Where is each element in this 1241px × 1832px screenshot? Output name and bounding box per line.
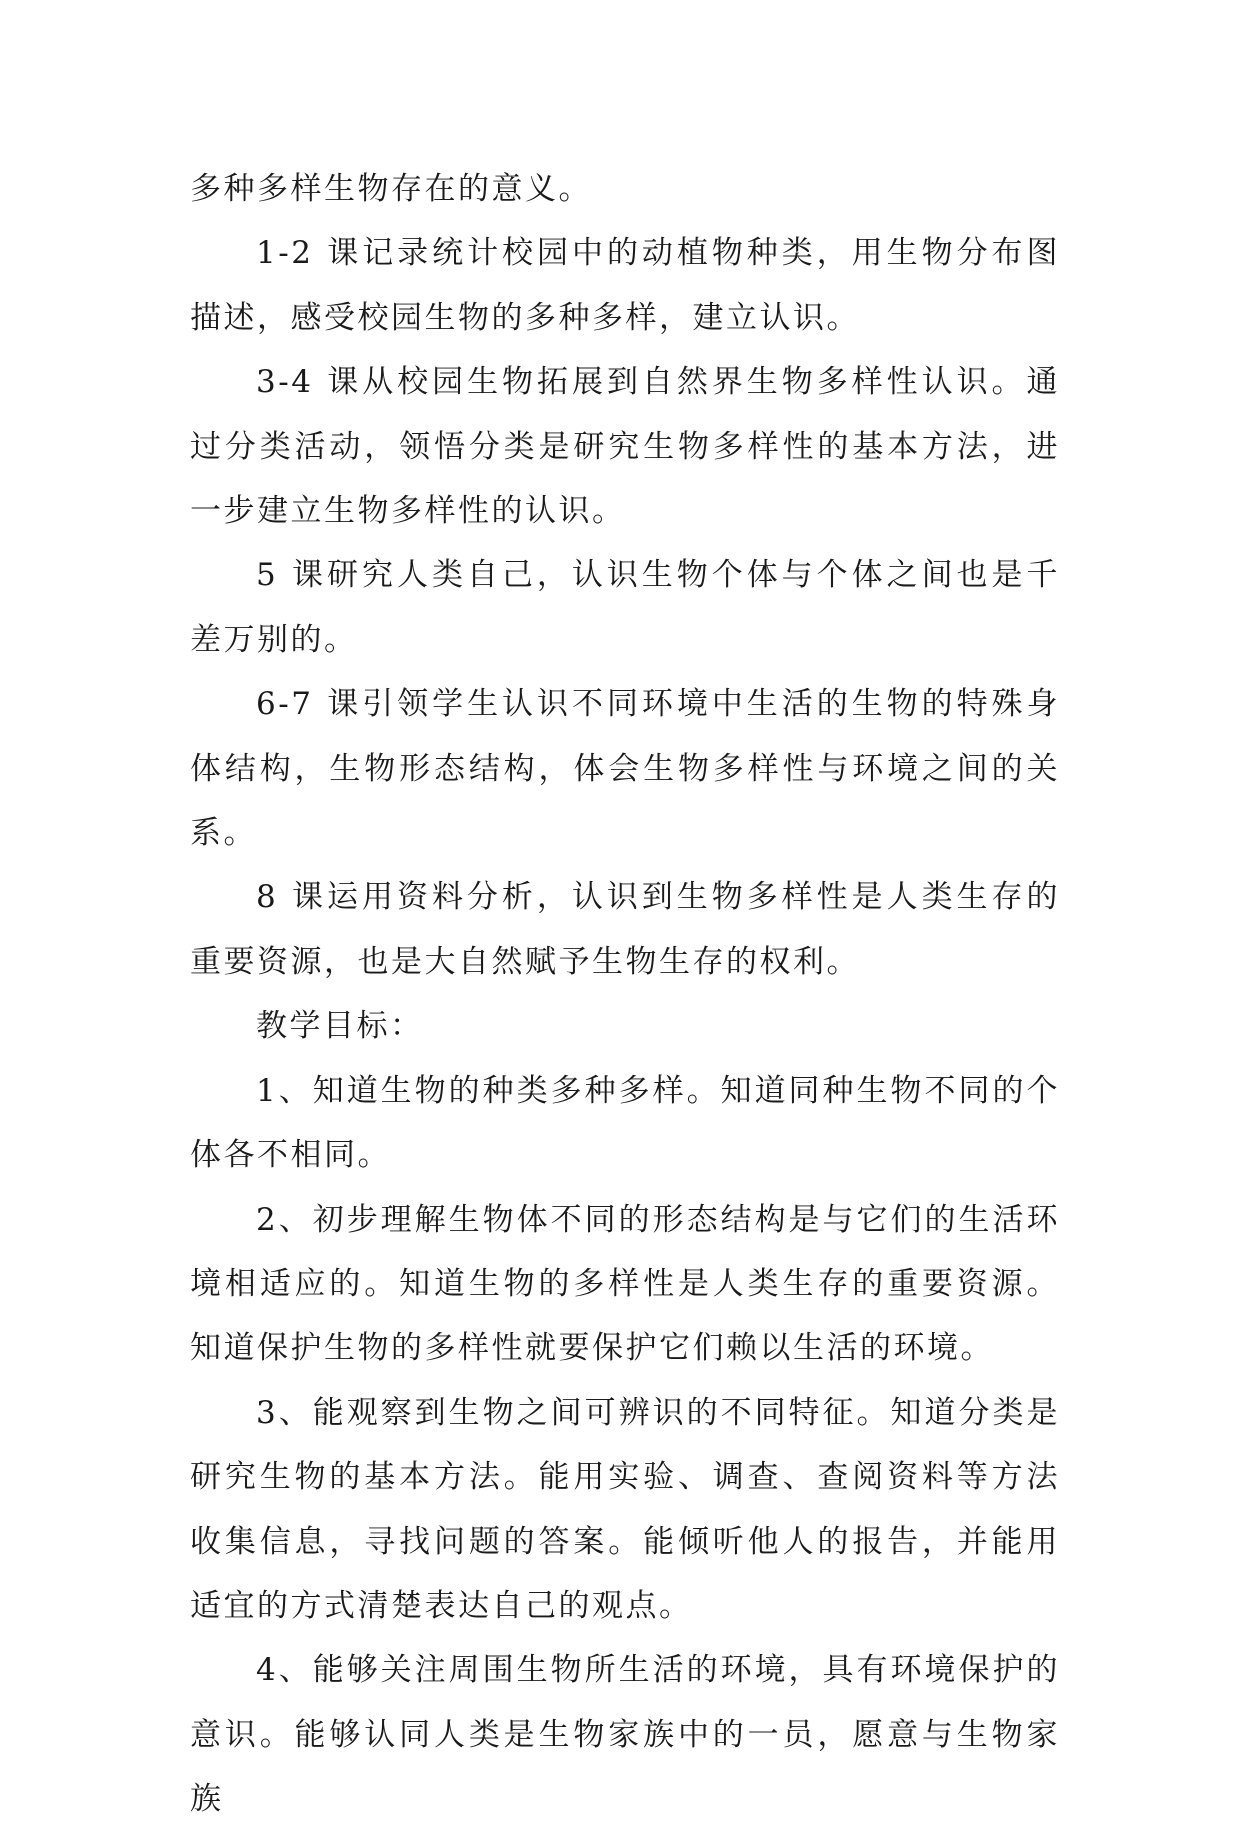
paragraph-continuation: 多种多样生物存在的意义。 <box>190 171 592 207</box>
document-body <box>190 157 1060 1832</box>
paragraph-lesson-3-4: 3-4 课从校园生物拓展到自然界生物多样性认识。通过分类活动，领悟分类是研究生物多样性的基本方法，进一步建立生物多样性的认识。 <box>190 364 1060 530</box>
paragraph-lesson-6-7: 6-7 课引领学生认识不同环境中生活的生物的特殊身体结构，生物形态结构，体会生物多样性与环境之间的关系。 <box>190 686 1060 852</box>
paragraph-lesson-5: 5 课研究人类自己，认识生物个体与个体之间也是千差万别的。 <box>190 557 1060 658</box>
paragraph-lesson-1-2: 1-2 课记录统计校园中的动植物种类，用生物分布图描述，感受校园生物的多种多样，建立认识。 <box>190 235 1060 336</box>
goal-item-4: 4、能够关注周围生物所生活的环境，具有环境保护的意识。能够认同人类是生物家族中的一员，愿意与生物家族 <box>190 1652 1060 1818</box>
goal-item-1: 1、知道生物的种类多种多样。知道同种生物不同的个体各不相同。 <box>190 1072 1060 1174</box>
goal-item-2: 2、初步理解生物体不同的形态结构是与它们的生活环境相适应的。知道生物的多样性是人类生存的重要资源。知道保护生物的多样性就要保护它们赖以生活的环境。 <box>190 1201 1060 1367</box>
goal-item-3: 3、能观察到生物之间可辨识的不同特征。知道分类是研究生物的基本方法。能用实验、调查、查阅资料等方法收集信息，寻找问题的答案。能倾听他人的报告，并能用适宜的方式清楚表达自己的观点。 <box>190 1394 1060 1624</box>
paragraph-lesson-8: 8 课运用资料分析，认识到生物多样性是人类生存的重要资源，也是大自然赋予生物生存的权利。 <box>190 879 1060 980</box>
section-heading-teaching-goals: 教学目标： <box>256 1008 424 1045</box>
